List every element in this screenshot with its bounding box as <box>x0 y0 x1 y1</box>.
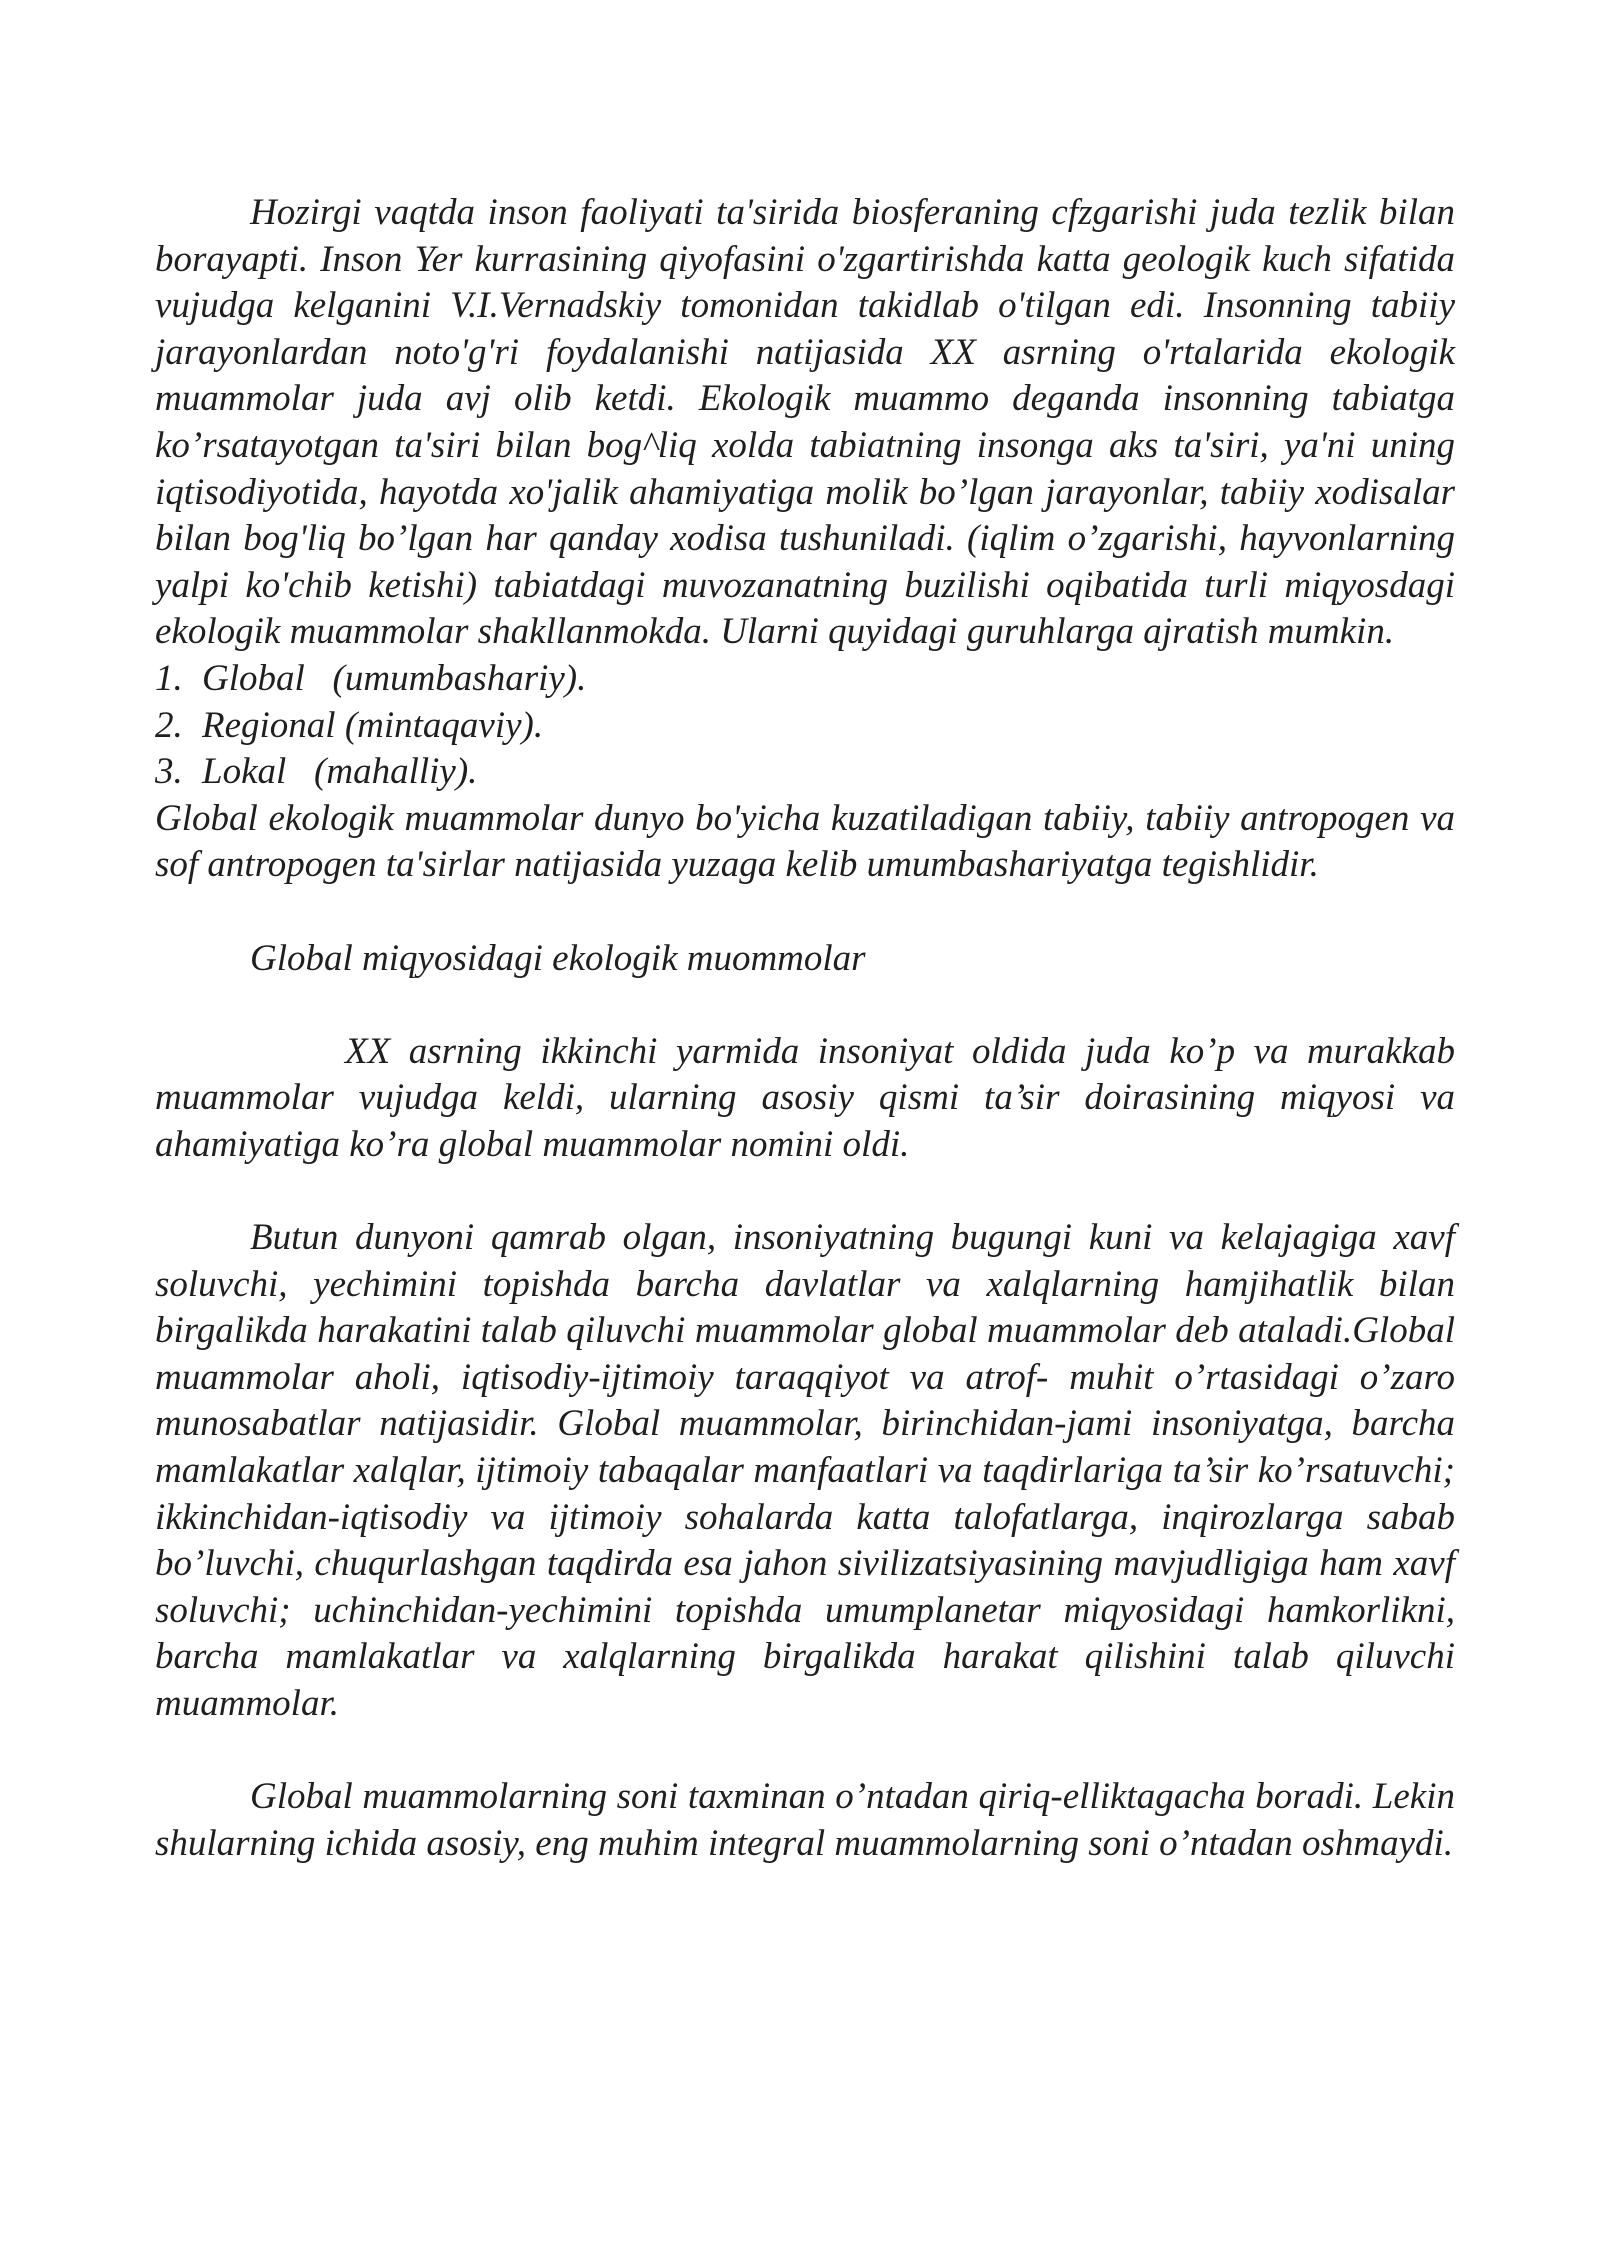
global-definition-paragraph: Global ekologik muammolar dunyo bo'yicha kuzatiladigan tabiiy, tabiiy antropogen va sof antropogen ta'sirlar natijasida yuzaga kelib umumbashariyatga tegishlidir. <box>155 797 1455 886</box>
spacer <box>155 982 1455 1029</box>
spacer <box>155 889 1455 936</box>
list-number: 3. <box>155 751 183 793</box>
xx-century-paragraph: XX asrning ikkinchi yarmida insoniyat oldida juda ko’p va murakkab muammolar vujudga keldi, ularning asosiy qismi ta’sir doirasining miqyosi va ahamiyatiga ko’ra global muammolar nomini oldi. <box>155 1030 1455 1165</box>
count-paragraph: Global muammolarning soni taxminan o’ntadan qiriq-elliktagacha boradi. Lekin shularning ichida asosiy, eng muhim integral muammolarning soni o’ntadan oshmaydi. <box>155 1776 1455 1864</box>
spacer <box>155 1168 1455 1215</box>
list-item-lokal <box>155 749 1455 796</box>
list-text: Regional (mintaqaviy). <box>202 704 544 746</box>
list-number: 1. <box>155 657 183 699</box>
section-heading: Global miqyosidagi ekologik muommolar <box>250 937 866 979</box>
list-text: Lokal (mahalliy). <box>202 751 478 793</box>
spacer <box>155 1728 1455 1775</box>
whole-world-paragraph: Butun dunyoni qamrab olgan, insoniyatning bugungi kuni va kelajagiga xavf soluvchi, yechimini topishda barcha davlatlar va xalqlarning hamjihatlik bilan birgalikda harakatini talab qiluvchi muammolar global muammolar deb ataladi.Global muammolar aholi, iqtisodiy-ijtimoiy taraqqiyot va atrof- muhit o’rtasidagi o’zaro munosabatlar natijasidir. Global muammolar, birinchidan-jami insoniyatga, barcha mamlakatlar xalqlar, ijtimoiy tabaqalar manfaatlari va taqdirlariga ta’sir ko’rsatuvchi; ikkinchidan-iqtisodiy va ijtimoiy sohalarda katta talofatlarga, inqirozlarga sabab bo’luvchi, chuqurlashgan taqdirda esa jahon sivilizatsiyasining mavjudligiga ham xavf soluvchi; uchinchidan-yechimini topishda umumplanetar miqyosidagi hamkorlikni, barcha mamlakatlar va xalqlarning birgalikda harakat qilishini talab qiluvchi muammolar. <box>155 1217 1455 1724</box>
document-page <box>155 190 1455 1867</box>
intro-paragraph: Hozirgi vaqtda inson faoliyati ta'sirida biosferaning cfzgarishi juda tezlik bilan borayapti. Inson Yer kurrasining qiyofasini o'zgartirishda katta geologik kuch sifatida vujudga kelganini V.I.Vernadskiy tomonidan takidlab o'tilgan edi. Insonning tabiiy jarayonlardan noto'g'ri foydalanishi natijasida XX asrning o'rtalarida ekologik muammolar juda avj olib ketdi. Ekologik muammo deganda insonning tabiatga ko’rsatayotgan ta'siri bilan bog^liq xolda tabiatning insonga aks ta'siri, ya'ni uning iqtisodiyotida, hayotda xo'jalik ahamiyatiga molik bo’lgan jarayonlar, tabiiy xodisalar bilan bog'liq bo’lgan har qanday xodisa tushuniladi. (iqlim o’zgarishi, hayvonlarning yalpi ko'chib ketishi) tabiatdagi muvozanatning buzilishi oqibatida turli miqyosdagi ekologik muammolar shakllanmokda. Ularni quyidagi guruhlarga ajratish mumkin. <box>155 192 1455 653</box>
list-item-global <box>155 656 1455 703</box>
list-number: 2. <box>155 704 183 746</box>
list-item-regional <box>155 703 1455 750</box>
list-text: Global (umumbashariy). <box>202 657 587 699</box>
